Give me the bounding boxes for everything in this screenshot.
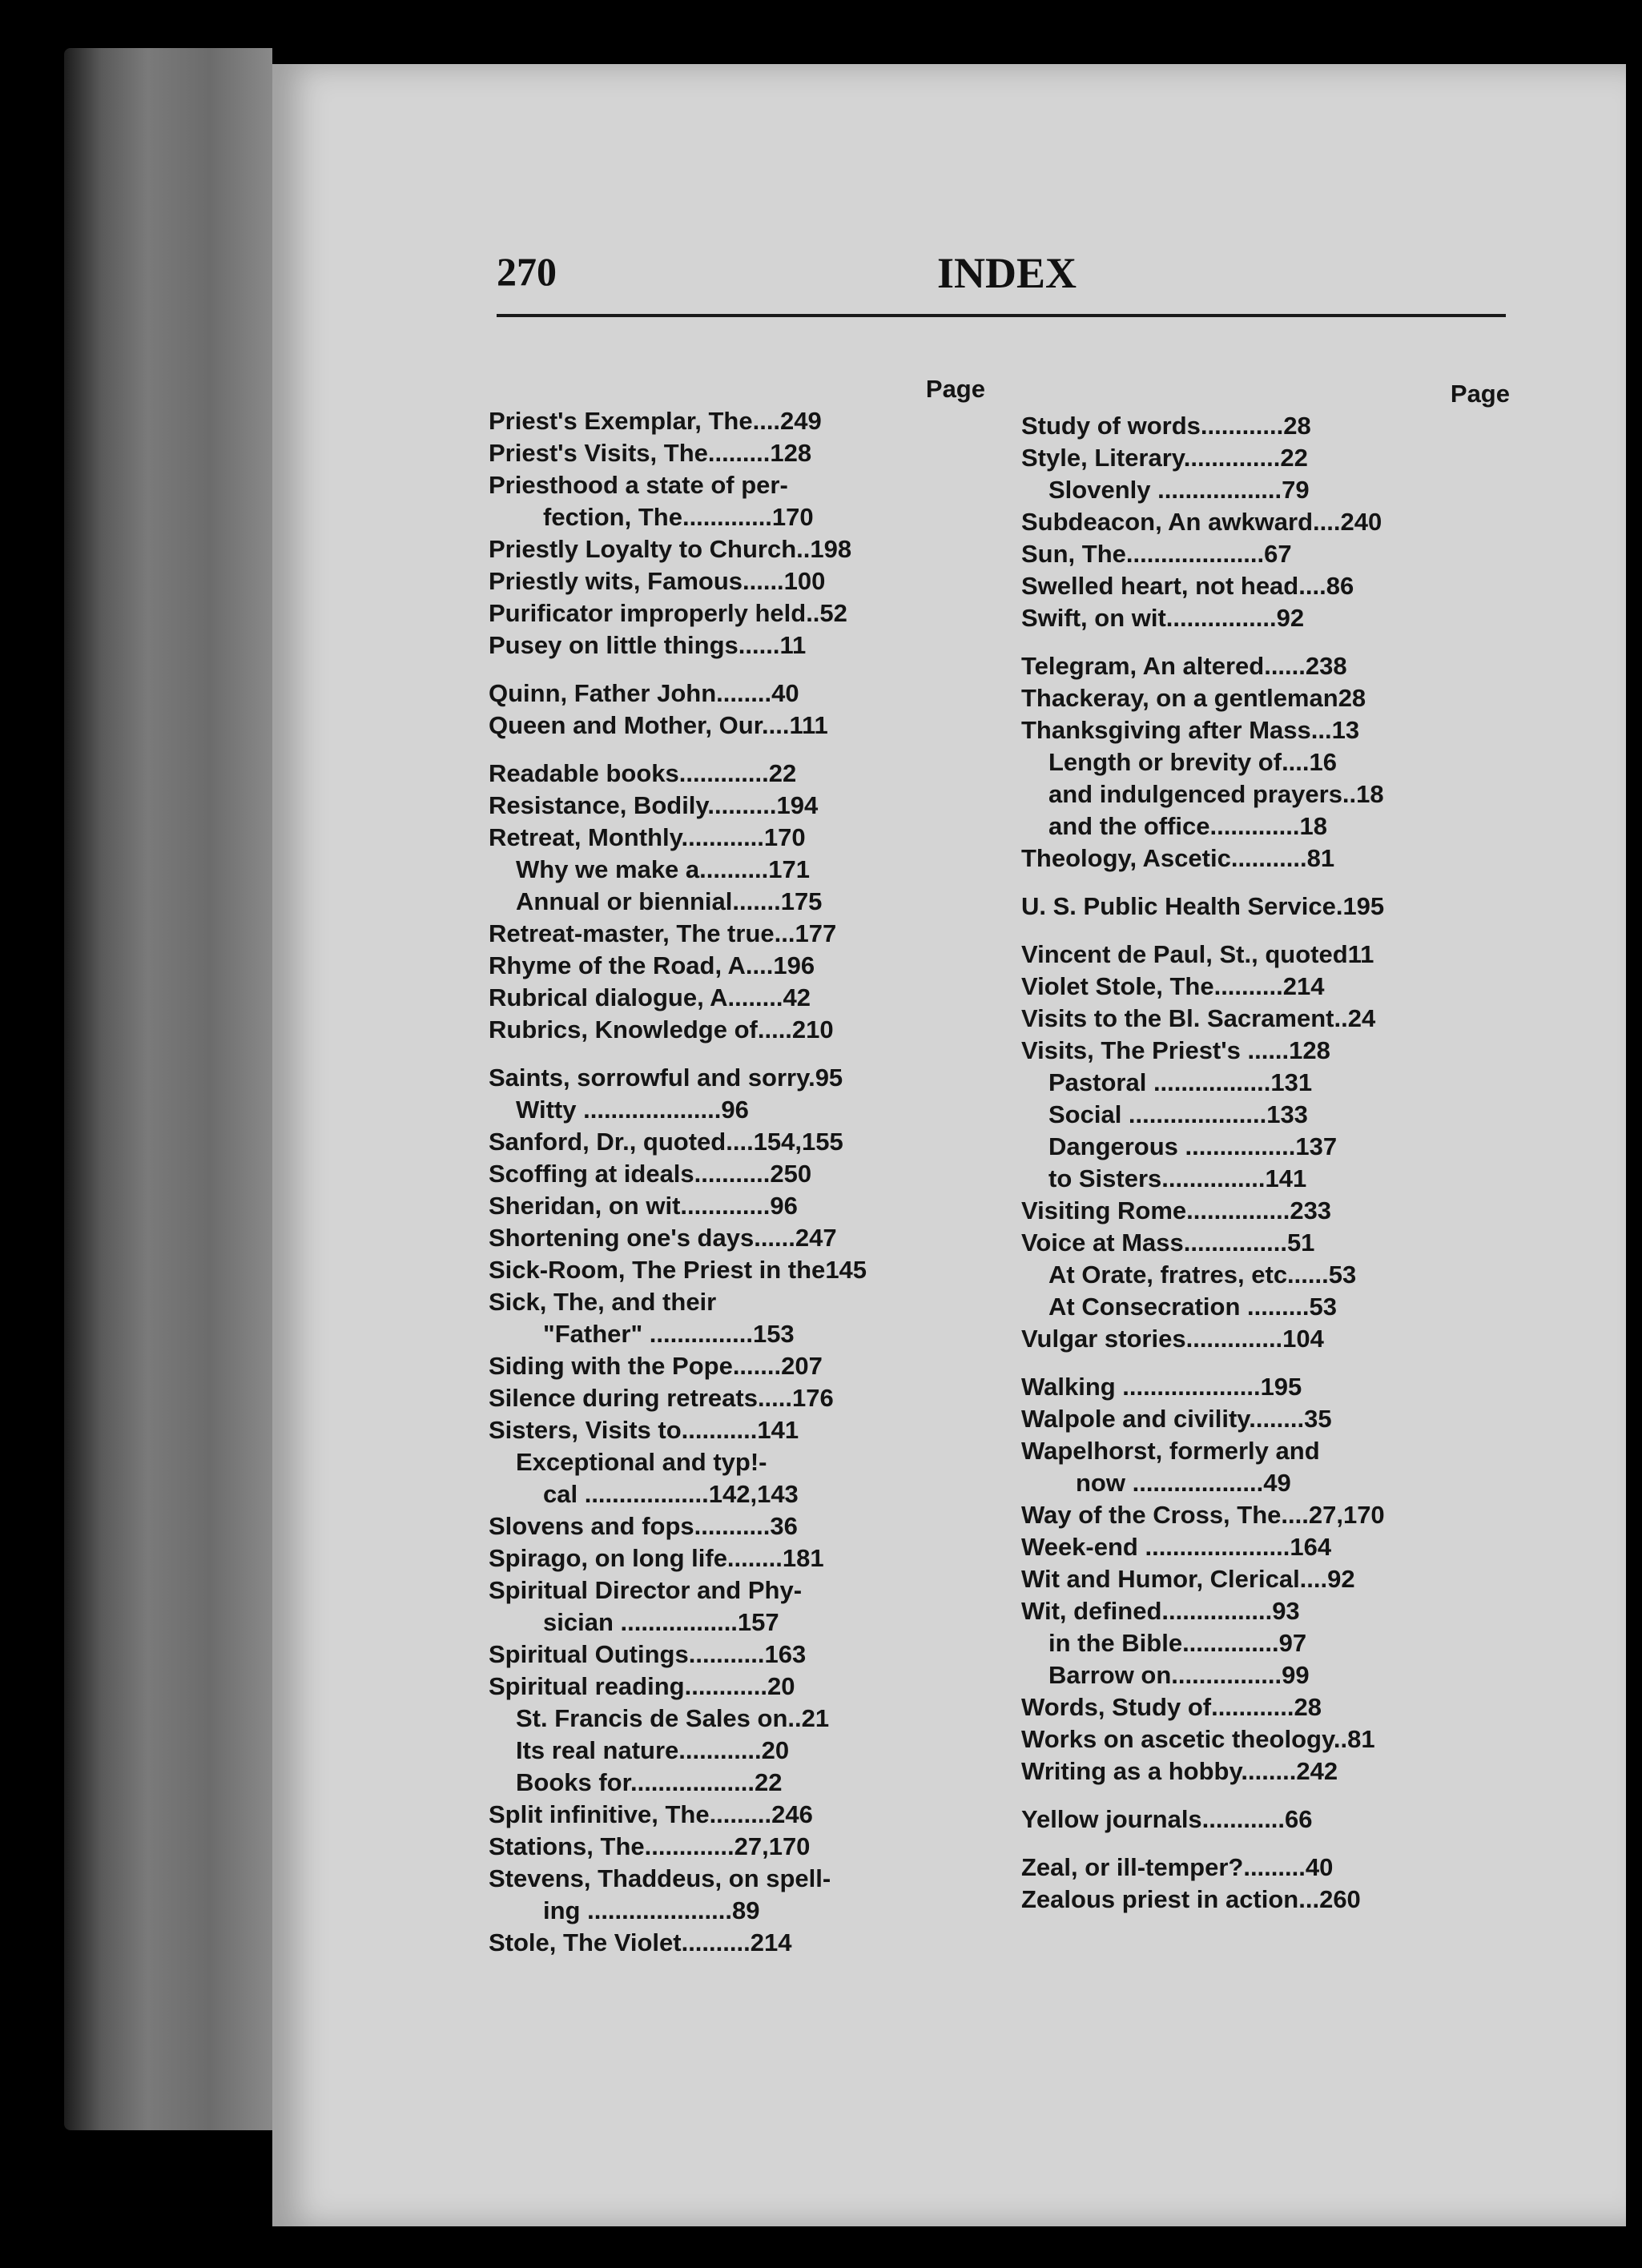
index-entry-page: 141 [1265, 1164, 1307, 1192]
index-entry-text: to Sisters............... [1048, 1164, 1266, 1192]
index-entry-page: 40 [771, 679, 799, 707]
index-entry-text: Dangerous ................ [1048, 1132, 1296, 1160]
index-entry [489, 629, 985, 662]
index-entry-page: 194 [776, 791, 819, 819]
index-entry-text: Spiritual Director and Phy- [489, 1576, 803, 1604]
index-entry-page: 92 [1327, 1565, 1355, 1593]
index-entry-text: Exceptional and typ!- [516, 1448, 767, 1476]
index-entry-text: now ................... [1076, 1469, 1264, 1497]
index-entry [1021, 602, 1510, 634]
index-entry-page: 210 [791, 1015, 834, 1044]
index-entry-text: Silence during retreats..... [489, 1384, 793, 1412]
index-entry [489, 678, 985, 710]
index-entry-text: At Consecration ......... [1048, 1293, 1310, 1321]
index-entry-text: Priestly wits, Famous...... [489, 567, 784, 595]
index-entry-page: 111 [789, 711, 828, 739]
index-entry-text: Priest's Visits, The......... [489, 439, 771, 467]
index-entry-text: Siding with the Pope....... [489, 1352, 782, 1380]
index-entry [489, 710, 985, 742]
index-entry-page: 170 [1342, 1501, 1385, 1529]
page-header [497, 248, 1506, 320]
index-entry-text: Annual or biennial....... [516, 887, 781, 915]
index-entry-page: 96 [770, 1192, 798, 1220]
index-entry-text: Sisters, Visits to........... [489, 1416, 758, 1444]
index-entry-text: Spiritual reading............ [489, 1672, 767, 1700]
index-entry [489, 501, 985, 533]
index-entry-page: 171 [768, 855, 811, 883]
index-entry-page: 214 [1282, 972, 1325, 1000]
index-entry [1021, 1067, 1510, 1099]
index-entry [489, 1831, 985, 1863]
index-entry-page: 40 [1305, 1853, 1334, 1881]
index-entry-page: 28 [1338, 684, 1366, 712]
index-entry-page: 96 [721, 1096, 749, 1124]
index-entry-page: 153 [752, 1320, 795, 1348]
index-entry-page: 11 [1347, 940, 1374, 968]
index-entry-page: 195 [1342, 892, 1385, 920]
index-entry-text: Wit, defined................ [1021, 1597, 1273, 1625]
index-entry [489, 1286, 985, 1318]
index-entry [1021, 1659, 1510, 1691]
index-entry-page: 35 [1304, 1405, 1332, 1433]
index-entry-text: Its real nature............ [516, 1736, 762, 1764]
index-entry [489, 1158, 985, 1190]
index-entry-text: Way of the Cross, The....27, [1021, 1501, 1343, 1529]
index-entry-page: 28 [1283, 412, 1311, 440]
index-entry-page: 49 [1263, 1469, 1291, 1497]
index-entry [489, 1126, 985, 1158]
index-entry [489, 1350, 985, 1382]
index-entry-page: 36 [770, 1512, 798, 1540]
index-entry-page: 163 [764, 1640, 807, 1668]
index-entry-text: St. Francis de Sales on.. [516, 1704, 802, 1732]
index-entry [489, 1222, 985, 1254]
index-column-left [489, 373, 985, 1959]
index-entry [1021, 1627, 1510, 1659]
index-entry [489, 1446, 985, 1478]
index-entry-page: 170 [763, 823, 806, 851]
index-entry-text: Theology, Ascetic........... [1021, 844, 1307, 872]
index-entry-text: Voice at Mass............... [1021, 1228, 1287, 1257]
index-entry-text: Stole, The Violet.......... [489, 1928, 751, 1956]
index-entry-page: 198 [810, 535, 852, 563]
index-entry-text: Walpole and civility........ [1021, 1405, 1305, 1433]
index-entry-page: 141 [757, 1416, 799, 1444]
index-entry [1021, 570, 1510, 602]
index-entry-text: Thackeray, on a gentleman [1021, 684, 1338, 712]
index-entry [489, 1895, 985, 1927]
entry-list [489, 405, 985, 1959]
index-entry-text: sician ................. [543, 1608, 738, 1636]
index-entry-page: 92 [1276, 604, 1305, 632]
index-entry-text: Words, Study of............ [1021, 1693, 1294, 1721]
index-entry [1021, 1499, 1510, 1531]
index-entry-text: Social .................... [1048, 1100, 1267, 1128]
index-entry-page: 20 [761, 1736, 790, 1764]
index-entry-text: Spiritual Outings........... [489, 1640, 765, 1668]
index-entry-text: Violet Stole, The.......... [1021, 972, 1283, 1000]
index-entry-text: Swelled heart, not head.... [1021, 572, 1326, 600]
index-entry [489, 469, 985, 501]
index-entry [489, 1927, 985, 1959]
column-heading: Page [925, 375, 985, 403]
index-entry-text: Rubrical dialogue, A........ [489, 983, 783, 1011]
index-entry-page: 128 [1289, 1036, 1330, 1064]
index-entry [489, 1014, 985, 1046]
index-entry-page: 11 [779, 631, 807, 659]
index-entry-text: Priestly Loyalty to Church.. [489, 535, 811, 563]
index-entry-text: Queen and Mother, Our.... [489, 711, 790, 739]
index-entry-text: Spirago, on long life........ [489, 1544, 783, 1572]
index-entry [1021, 1227, 1510, 1259]
index-entry-page: 66 [1285, 1805, 1313, 1833]
index-entry-text: Sick, The, and their [489, 1288, 717, 1316]
index-entry-page: 196 [773, 951, 815, 979]
index-entry [489, 950, 985, 982]
index-entry [489, 822, 985, 854]
index-entry-page: 99 [1282, 1661, 1310, 1689]
index-column-right [1021, 378, 1510, 1916]
index-entry [1021, 1259, 1510, 1291]
index-entry [1021, 1563, 1510, 1595]
index-entry-page: 247 [795, 1224, 837, 1252]
index-entry-page: 133 [1266, 1100, 1308, 1128]
index-entry-page: 22 [755, 1768, 783, 1796]
index-entry [489, 1382, 985, 1414]
index-entry-text: Sick-Room, The Priest in the [489, 1256, 826, 1284]
index-entry-text: Length or brevity of.... [1048, 748, 1310, 776]
index-entry-text: Priest's Exemplar, The.... [489, 407, 781, 435]
index-entry [1021, 1035, 1510, 1067]
index-entry-text: Purificator improperly held.. [489, 599, 820, 627]
index-entry-text: Rhyme of the Road, A.... [489, 951, 774, 979]
entry-list [1021, 410, 1510, 1916]
index-entry [1021, 842, 1510, 875]
index-entry-page: 131 [1270, 1068, 1313, 1096]
index-entry [489, 1190, 985, 1222]
index-entry-page: 195 [1260, 1373, 1302, 1401]
index-entry [1021, 1099, 1510, 1131]
index-entry [1021, 1531, 1510, 1563]
index-entry [489, 1094, 985, 1126]
index-entry [1021, 1595, 1510, 1627]
index-entry [1021, 1467, 1510, 1499]
index-entry [1021, 810, 1510, 842]
index-entry [489, 758, 985, 790]
index-entry-page: 13 [1331, 716, 1360, 744]
index-entry-page: 128 [770, 439, 812, 467]
index-entry [1021, 474, 1510, 506]
index-entry-text: Walking .................... [1021, 1373, 1261, 1401]
index-entry-text: At Orate, fratres, etc...... [1048, 1261, 1329, 1289]
index-entry [489, 565, 985, 597]
index-entry-text: Week-end ..................... [1021, 1533, 1290, 1561]
index-entry-page: 53 [1309, 1293, 1338, 1321]
index-entry [1021, 538, 1510, 570]
index-entry-text: Stevens, Thaddeus, on spell- [489, 1864, 831, 1892]
index-entry-page: 177 [795, 919, 837, 947]
index-entry-page: 242 [1296, 1757, 1338, 1785]
index-entry-text: Pusey on little things...... [489, 631, 780, 659]
index-entry-text: Barrow on................ [1048, 1661, 1282, 1689]
index-entry-page: 42 [783, 983, 811, 1011]
index-entry [489, 1735, 985, 1767]
index-entry-text: Wit and Humor, Clerical.... [1021, 1565, 1328, 1593]
index-entry-page: 143 [757, 1480, 799, 1508]
index-entry [1021, 442, 1510, 474]
index-entry-page: 20 [767, 1672, 795, 1700]
index-entry-page: 53 [1328, 1261, 1357, 1289]
page-number: 270 [497, 249, 557, 294]
index-entry [489, 790, 985, 822]
index-entry-page: 145 [825, 1256, 867, 1284]
index-entry-text: Zealous priest in action... [1021, 1885, 1320, 1913]
index-entry [1021, 714, 1510, 746]
index-entry-text: Slovenly .................. [1048, 476, 1282, 504]
index-entry-text: Quinn, Father John........ [489, 679, 772, 707]
index-entry [1021, 939, 1510, 971]
index-entry-text: Retreat, Monthly............ [489, 823, 764, 851]
index-entry [1021, 410, 1510, 442]
index-entry [489, 1574, 985, 1606]
index-entry-text: Sun, The.................... [1021, 540, 1265, 568]
index-entry [1021, 891, 1510, 923]
index-entry-page: 51 [1286, 1228, 1315, 1257]
index-entry-text: Vincent de Paul, St., quoted [1021, 940, 1348, 968]
index-entry-page: 95 [815, 1064, 843, 1092]
index-entry [1021, 1804, 1510, 1836]
index-entry [489, 886, 985, 918]
index-entry-text: Readable books............. [489, 759, 769, 787]
page-title: INDEX [937, 249, 1077, 297]
index-entry-page: 176 [792, 1384, 834, 1412]
index-entry-page: 28 [1294, 1693, 1322, 1721]
index-entry-page: 93 [1272, 1597, 1300, 1625]
index-entry-page: 157 [737, 1608, 779, 1636]
index-entry-page: 81 [1347, 1725, 1375, 1753]
index-entry [489, 918, 985, 950]
index-entry [489, 437, 985, 469]
index-entry [1021, 506, 1510, 538]
index-entry [489, 1671, 985, 1703]
index-entry-page: 97 [1278, 1629, 1307, 1657]
index-entry [1021, 1003, 1510, 1035]
index-entry-text: Visits, The Priest's ...... [1021, 1036, 1290, 1064]
index-entry-page: 240 [1340, 508, 1382, 536]
index-entry-page: 18 [1356, 780, 1384, 808]
index-entry [1021, 1884, 1510, 1916]
index-entry [1021, 1323, 1510, 1355]
index-entry-text: Resistance, Bodily.......... [489, 791, 777, 819]
index-entry-text: Visiting Rome............... [1021, 1196, 1290, 1224]
index-entry [489, 1510, 985, 1542]
index-entry-page: 164 [1290, 1533, 1332, 1561]
index-entry-page: 104 [1282, 1325, 1324, 1353]
index-entry-text: Vulgar stories.............. [1021, 1325, 1283, 1353]
index-entry-text: Saints, sorrowful and sorry. [489, 1064, 815, 1092]
index-entry [1021, 1163, 1510, 1195]
index-entry-page: 260 [1319, 1885, 1361, 1913]
index-entry-text: Writing as a hobby........ [1021, 1757, 1297, 1785]
index-entry [489, 533, 985, 565]
index-entry-page: 16 [1309, 748, 1337, 776]
index-entry-page: 170 [768, 1832, 811, 1860]
index-entry [489, 1639, 985, 1671]
index-entry-text: Zeal, or ill-temper?......... [1021, 1853, 1306, 1881]
index-entry [489, 982, 985, 1014]
header-rule [497, 314, 1506, 317]
index-entry-text: Wapelhorst, formerly and [1021, 1437, 1320, 1465]
index-entry [1021, 1755, 1510, 1787]
index-entry-page: 86 [1326, 572, 1354, 600]
index-entry [1021, 1435, 1510, 1467]
index-entry [489, 1799, 985, 1831]
index-entry-text: and indulgenced prayers.. [1048, 780, 1357, 808]
index-entry-text: Priesthood a state of per- [489, 471, 788, 499]
index-entry-text: Slovens and fops........... [489, 1512, 771, 1540]
index-entry [489, 1863, 985, 1895]
index-entry-page: 246 [771, 1800, 813, 1828]
index-entry-page: 24 [1347, 1004, 1376, 1032]
index-entry [489, 1062, 985, 1094]
book-spine [64, 48, 272, 2130]
index-entry-text: cal ..................142, [543, 1480, 758, 1508]
index-entry-text: Sanford, Dr., quoted....154, [489, 1128, 803, 1156]
index-entry-text: Retreat-master, The true... [489, 919, 795, 947]
index-entry [1021, 971, 1510, 1003]
index-entry-page: 250 [770, 1160, 812, 1188]
index-entry-page: 233 [1290, 1196, 1332, 1224]
index-entry-text: Works on ascetic theology.. [1021, 1725, 1348, 1753]
index-entry [1021, 1852, 1510, 1884]
index-entry [489, 1478, 985, 1510]
index-entry-text: Thanksgiving after Mass... [1021, 716, 1332, 744]
index-entry-page: 52 [819, 599, 847, 627]
index-entry [1021, 1403, 1510, 1435]
index-entry [489, 597, 985, 629]
index-entry-page: 155 [802, 1128, 843, 1156]
index-entry [1021, 1371, 1510, 1403]
index-entry-text: Subdeacon, An awkward.... [1021, 508, 1341, 536]
index-entry [489, 405, 985, 437]
index-entry-text: Scoffing at ideals........... [489, 1160, 771, 1188]
index-entry-text: Rubrics, Knowledge of..... [489, 1015, 792, 1044]
index-entry-page: 21 [801, 1704, 830, 1732]
index-entry-page: 18 [1299, 812, 1327, 840]
index-entry-page: 22 [768, 759, 797, 787]
index-entry-page: 181 [782, 1544, 824, 1572]
index-entry [1021, 746, 1510, 778]
index-entry [489, 1414, 985, 1446]
index-entry [1021, 1291, 1510, 1323]
index-entry [1021, 1691, 1510, 1723]
index-entry-page: 238 [1305, 652, 1347, 680]
index-entry-text: Sheridan, on wit............. [489, 1192, 771, 1220]
index-entry-page: 81 [1306, 844, 1335, 872]
index-entry-text: Yellow journals............ [1021, 1805, 1286, 1833]
index-entry-page: 89 [731, 1896, 760, 1924]
index-entry-text: Why we make a.......... [516, 855, 769, 883]
index-entry-text: Telegram, An altered...... [1021, 652, 1306, 680]
index-entry [489, 1542, 985, 1574]
index-entry-text: Swift, on wit................ [1021, 604, 1277, 632]
index-entry-text: U. S. Public Health Service. [1021, 892, 1343, 920]
index-entry-text: Books for.................. [516, 1768, 755, 1796]
index-entry-page: 249 [780, 407, 822, 435]
index-entry [489, 854, 985, 886]
index-entry-text: Shortening one's days...... [489, 1224, 795, 1252]
index-entry [1021, 650, 1510, 682]
index-entry-page: 79 [1282, 476, 1310, 504]
column-heading: Page [1450, 380, 1510, 408]
index-entry-text: in the Bible.............. [1048, 1629, 1279, 1657]
index-entry-text: ing ..................... [543, 1896, 732, 1924]
index-entry-text: Witty .................... [516, 1096, 722, 1124]
index-entry-text: Split infinitive, The......... [489, 1800, 772, 1828]
index-entry-text: "Father" ............... [543, 1320, 753, 1348]
index-entry [1021, 778, 1510, 810]
index-entry-text: and the office............. [1048, 812, 1300, 840]
index-entry [1021, 682, 1510, 714]
index-entry-text: fection, The............. [543, 503, 772, 531]
index-entry-page: 67 [1264, 540, 1292, 568]
index-entry-page: 22 [1280, 444, 1308, 472]
index-entry-page: 170 [771, 503, 814, 531]
index-entry-text: Study of words............ [1021, 412, 1284, 440]
index-entry-page: 207 [781, 1352, 823, 1380]
index-entry [489, 1767, 985, 1799]
index-entry [489, 1254, 985, 1286]
index-entry-page: 175 [780, 887, 823, 915]
index-entry [1021, 1723, 1510, 1755]
index-entry [1021, 1195, 1510, 1227]
index-entry [489, 1606, 985, 1639]
index-entry-page: 214 [750, 1928, 792, 1956]
index-entry-text: Style, Literary.............. [1021, 444, 1281, 472]
index-entry-text: Visits to the Bl. Sacrament.. [1021, 1004, 1348, 1032]
index-entry [489, 1318, 985, 1350]
index-entry [489, 1703, 985, 1735]
index-entry-page: 137 [1295, 1132, 1338, 1160]
index-entry-page: 100 [783, 567, 826, 595]
index-entry-text: Pastoral ................. [1048, 1068, 1271, 1096]
index-entry-text: Stations, The.............27, [489, 1832, 769, 1860]
index-entry [1021, 1131, 1510, 1163]
